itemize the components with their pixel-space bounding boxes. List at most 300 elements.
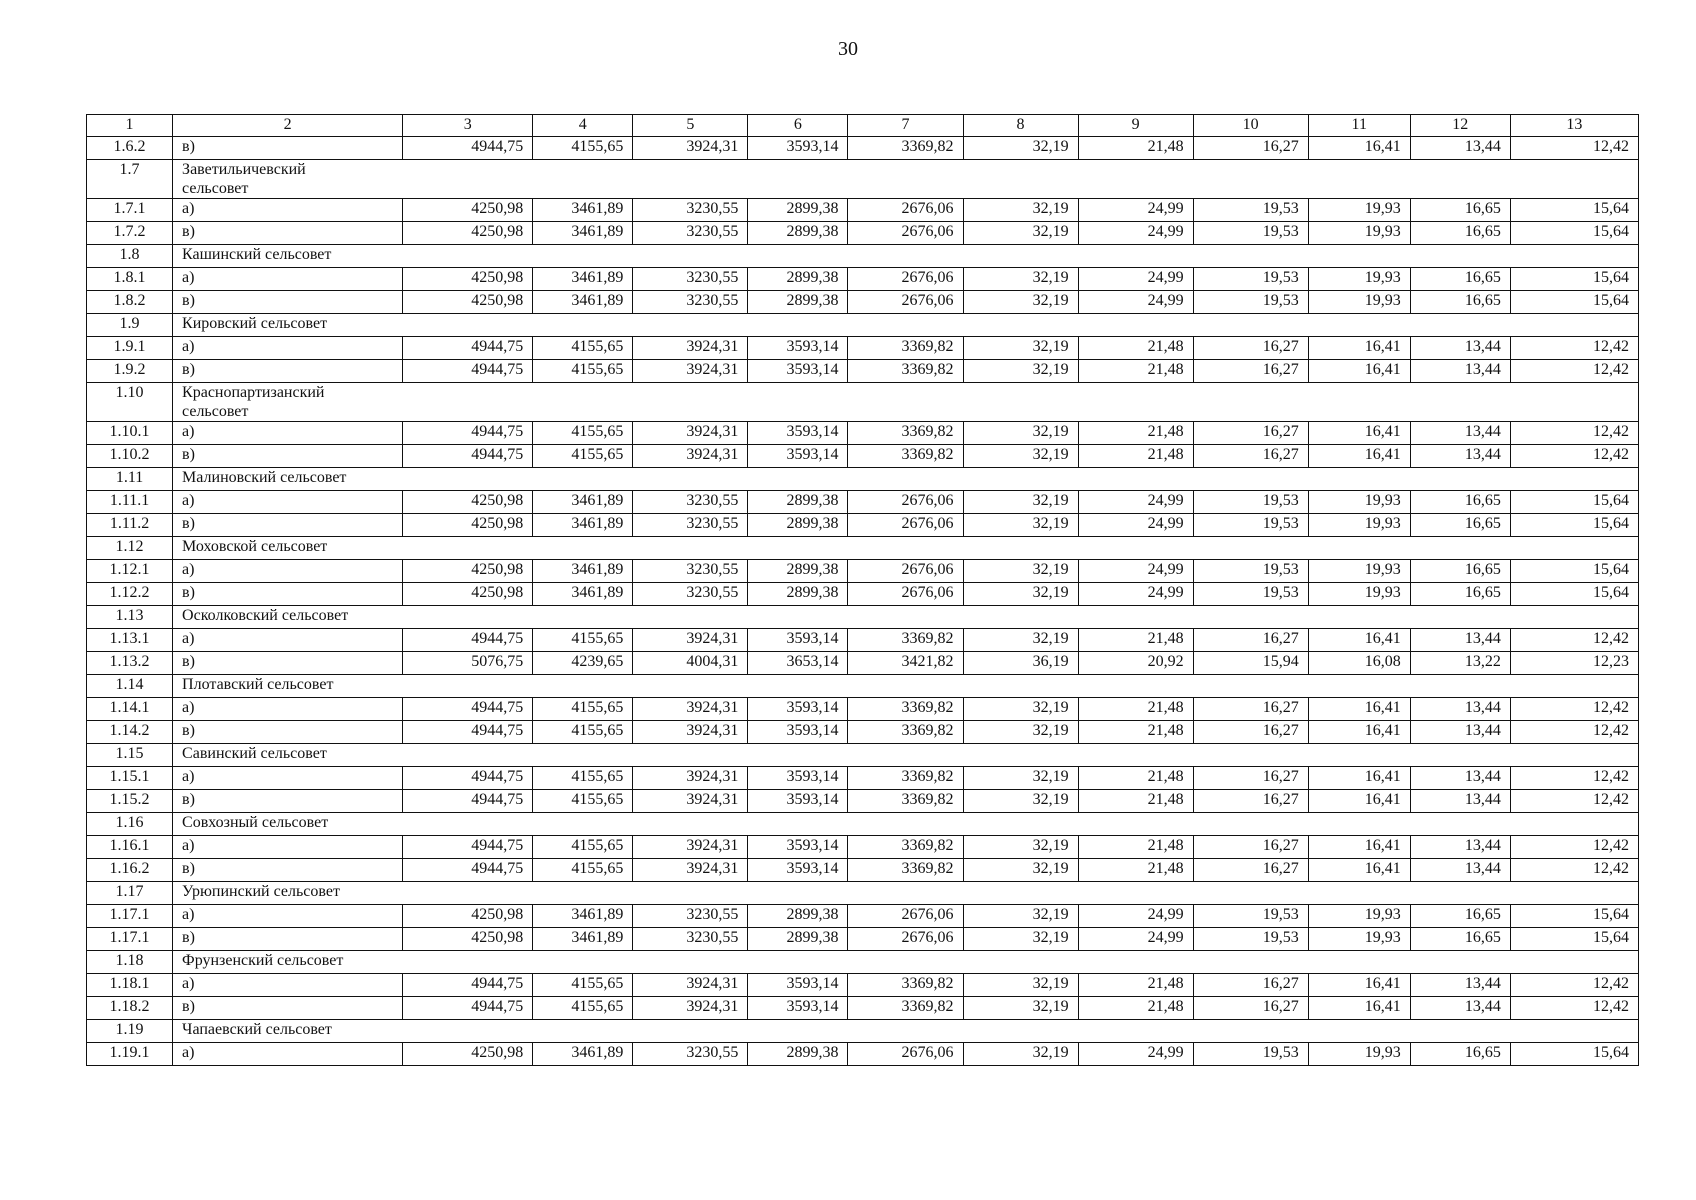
value-cell: 32,19 xyxy=(963,721,1078,744)
value-cell: 4944,75 xyxy=(403,997,533,1020)
value-cell: 16,27 xyxy=(1193,974,1308,997)
value-cell: 3461,89 xyxy=(533,583,633,606)
value-cell: 4250,98 xyxy=(403,905,533,928)
row-label: в) xyxy=(173,360,403,383)
value-cell: 12,42 xyxy=(1510,698,1638,721)
value-cell: 4155,65 xyxy=(533,698,633,721)
value-cell: 3593,14 xyxy=(748,997,848,1020)
value-cell: 3924,31 xyxy=(633,721,748,744)
value-cell: 16,27 xyxy=(1193,721,1308,744)
row-number: 1.18.1 xyxy=(87,974,173,997)
table-row xyxy=(87,514,1639,537)
value-cell: 16,27 xyxy=(1193,445,1308,468)
settlement-name-text: Заветильичевский сельсовет xyxy=(182,161,306,197)
row-number: 1.17 xyxy=(87,882,173,905)
row-label: в) xyxy=(173,222,403,245)
value-cell: 3369,82 xyxy=(848,445,963,468)
value-cell: 12,42 xyxy=(1510,445,1638,468)
value-cell: 16,41 xyxy=(1308,337,1410,360)
settlement-group-row xyxy=(87,813,1639,836)
value-cell: 16,65 xyxy=(1410,905,1510,928)
settlement-name xyxy=(173,245,1639,268)
value-cell: 21,48 xyxy=(1078,767,1193,790)
value-cell: 4155,65 xyxy=(533,721,633,744)
column-header: 7 xyxy=(848,115,963,137)
row-number: 1.19.1 xyxy=(87,1043,173,1066)
row-label: в) xyxy=(173,928,403,951)
value-cell: 19,53 xyxy=(1193,491,1308,514)
value-cell: 3230,55 xyxy=(633,268,748,291)
value-cell: 3369,82 xyxy=(848,422,963,445)
value-cell: 19,53 xyxy=(1193,268,1308,291)
table-row xyxy=(87,583,1639,606)
settlement-group-row xyxy=(87,675,1639,698)
column-header: 5 xyxy=(633,115,748,137)
column-header: 3 xyxy=(403,115,533,137)
value-cell: 13,44 xyxy=(1410,445,1510,468)
table-row xyxy=(87,222,1639,245)
value-cell: 3924,31 xyxy=(633,997,748,1020)
value-cell: 3924,31 xyxy=(633,767,748,790)
value-cell: 4155,65 xyxy=(533,337,633,360)
value-cell: 13,44 xyxy=(1410,836,1510,859)
value-cell: 21,48 xyxy=(1078,974,1193,997)
value-cell: 3461,89 xyxy=(533,514,633,537)
value-cell: 4155,65 xyxy=(533,836,633,859)
value-cell: 16,27 xyxy=(1193,422,1308,445)
value-cell: 3369,82 xyxy=(848,629,963,652)
value-cell: 3593,14 xyxy=(748,836,848,859)
value-cell: 3593,14 xyxy=(748,721,848,744)
row-number: 1.11 xyxy=(87,468,173,491)
settlement-name-text: Моховской сельсовет xyxy=(182,538,328,555)
value-cell: 4944,75 xyxy=(403,629,533,652)
value-cell: 15,64 xyxy=(1510,928,1638,951)
row-number: 1.8.2 xyxy=(87,291,173,314)
value-cell: 12,42 xyxy=(1510,629,1638,652)
value-cell: 32,19 xyxy=(963,291,1078,314)
value-cell: 13,44 xyxy=(1410,974,1510,997)
table-row xyxy=(87,137,1639,160)
value-cell: 19,53 xyxy=(1193,222,1308,245)
value-cell: 4155,65 xyxy=(533,859,633,882)
value-cell: 15,64 xyxy=(1510,560,1638,583)
row-label: а) xyxy=(173,268,403,291)
value-cell: 3230,55 xyxy=(633,905,748,928)
table-row xyxy=(87,652,1639,675)
row-number: 1.10 xyxy=(87,383,173,422)
value-cell: 3461,89 xyxy=(533,199,633,222)
value-cell: 3461,89 xyxy=(533,491,633,514)
value-cell: 4250,98 xyxy=(403,560,533,583)
column-header: 2 xyxy=(173,115,403,137)
row-label: а) xyxy=(173,422,403,445)
settlement-group-row xyxy=(87,1020,1639,1043)
settlement-group-row xyxy=(87,245,1639,268)
value-cell: 12,42 xyxy=(1510,721,1638,744)
settlement-name-text: Фрунзенский сельсовет xyxy=(182,952,344,969)
value-cell: 3461,89 xyxy=(533,905,633,928)
settlement-name xyxy=(173,383,1639,422)
value-cell: 4944,75 xyxy=(403,137,533,160)
table-row xyxy=(87,268,1639,291)
table-row xyxy=(87,560,1639,583)
value-cell: 12,42 xyxy=(1510,790,1638,813)
column-header: 6 xyxy=(748,115,848,137)
value-cell: 13,22 xyxy=(1410,652,1510,675)
value-cell: 13,44 xyxy=(1410,360,1510,383)
row-number: 1.14.2 xyxy=(87,721,173,744)
value-cell: 3230,55 xyxy=(633,222,748,245)
value-cell: 3230,55 xyxy=(633,514,748,537)
settlement-name-text: Краснопартизанский сельсовет xyxy=(182,384,325,420)
value-cell: 32,19 xyxy=(963,859,1078,882)
value-cell: 32,19 xyxy=(963,1043,1078,1066)
value-cell: 4250,98 xyxy=(403,1043,533,1066)
row-number: 1.14 xyxy=(87,675,173,698)
value-cell: 20,92 xyxy=(1078,652,1193,675)
row-number: 1.15 xyxy=(87,744,173,767)
value-cell: 4239,65 xyxy=(533,652,633,675)
value-cell: 13,44 xyxy=(1410,629,1510,652)
value-cell: 19,53 xyxy=(1193,560,1308,583)
value-cell: 3593,14 xyxy=(748,137,848,160)
value-cell: 16,65 xyxy=(1410,222,1510,245)
value-cell: 3230,55 xyxy=(633,491,748,514)
value-cell: 2899,38 xyxy=(748,268,848,291)
value-cell: 3230,55 xyxy=(633,199,748,222)
value-cell: 32,19 xyxy=(963,997,1078,1020)
row-number: 1.15.1 xyxy=(87,767,173,790)
value-cell: 21,48 xyxy=(1078,629,1193,652)
value-cell: 32,19 xyxy=(963,199,1078,222)
row-number: 1.7.2 xyxy=(87,222,173,245)
value-cell: 4155,65 xyxy=(533,629,633,652)
settlement-name xyxy=(173,1020,1639,1043)
value-cell: 3461,89 xyxy=(533,1043,633,1066)
value-cell: 4944,75 xyxy=(403,836,533,859)
value-cell: 3593,14 xyxy=(748,974,848,997)
row-label: в) xyxy=(173,652,403,675)
value-cell: 19,93 xyxy=(1308,1043,1410,1066)
row-label: в) xyxy=(173,859,403,882)
value-cell: 3924,31 xyxy=(633,445,748,468)
value-cell: 16,41 xyxy=(1308,997,1410,1020)
value-cell: 32,19 xyxy=(963,445,1078,468)
column-header: 10 xyxy=(1193,115,1308,137)
value-cell: 21,48 xyxy=(1078,836,1193,859)
row-number: 1.9.1 xyxy=(87,337,173,360)
value-cell: 12,23 xyxy=(1510,652,1638,675)
value-cell: 4004,31 xyxy=(633,652,748,675)
value-cell: 4944,75 xyxy=(403,721,533,744)
value-cell: 4250,98 xyxy=(403,268,533,291)
row-label: а) xyxy=(173,905,403,928)
value-cell: 19,53 xyxy=(1193,583,1308,606)
value-cell: 32,19 xyxy=(963,790,1078,813)
row-label: в) xyxy=(173,583,403,606)
value-cell: 19,53 xyxy=(1193,905,1308,928)
value-cell: 13,44 xyxy=(1410,767,1510,790)
value-cell: 4155,65 xyxy=(533,790,633,813)
row-label: а) xyxy=(173,199,403,222)
value-cell: 15,64 xyxy=(1510,905,1638,928)
value-cell: 4944,75 xyxy=(403,445,533,468)
value-cell: 3369,82 xyxy=(848,974,963,997)
value-cell: 3593,14 xyxy=(748,767,848,790)
row-label: а) xyxy=(173,767,403,790)
row-number: 1.13.1 xyxy=(87,629,173,652)
value-cell: 15,64 xyxy=(1510,291,1638,314)
row-label: а) xyxy=(173,1043,403,1066)
table-row xyxy=(87,767,1639,790)
value-cell: 3369,82 xyxy=(848,337,963,360)
value-cell: 3924,31 xyxy=(633,859,748,882)
value-cell: 3369,82 xyxy=(848,767,963,790)
value-cell: 3593,14 xyxy=(748,445,848,468)
value-cell: 3230,55 xyxy=(633,560,748,583)
settlement-name-text: Малиновский сельсовет xyxy=(182,469,347,486)
value-cell: 16,27 xyxy=(1193,790,1308,813)
value-cell: 3230,55 xyxy=(633,928,748,951)
table-row xyxy=(87,491,1639,514)
table-body xyxy=(87,115,1639,1066)
column-header: 12 xyxy=(1410,115,1510,137)
page-number: 30 xyxy=(838,38,858,60)
value-cell: 3369,82 xyxy=(848,859,963,882)
value-cell: 19,93 xyxy=(1308,560,1410,583)
value-cell: 4944,75 xyxy=(403,767,533,790)
value-cell: 24,99 xyxy=(1078,291,1193,314)
value-cell: 3369,82 xyxy=(848,137,963,160)
tariff-table xyxy=(86,114,1639,1066)
value-cell: 19,53 xyxy=(1193,199,1308,222)
value-cell: 24,99 xyxy=(1078,583,1193,606)
value-cell: 4250,98 xyxy=(403,222,533,245)
row-number: 1.18 xyxy=(87,951,173,974)
row-label: в) xyxy=(173,721,403,744)
value-cell: 3369,82 xyxy=(848,997,963,1020)
value-cell: 3924,31 xyxy=(633,337,748,360)
table-row xyxy=(87,1043,1639,1066)
value-cell: 15,64 xyxy=(1510,1043,1638,1066)
value-cell: 4944,75 xyxy=(403,360,533,383)
value-cell: 16,27 xyxy=(1193,698,1308,721)
settlement-group-row xyxy=(87,160,1639,199)
value-cell: 21,48 xyxy=(1078,997,1193,1020)
value-cell: 16,27 xyxy=(1193,360,1308,383)
value-cell: 16,65 xyxy=(1410,199,1510,222)
row-number: 1.15.2 xyxy=(87,790,173,813)
value-cell: 4155,65 xyxy=(533,974,633,997)
value-cell: 19,93 xyxy=(1308,222,1410,245)
settlement-group-row xyxy=(87,744,1639,767)
row-label: в) xyxy=(173,137,403,160)
table-row xyxy=(87,974,1639,997)
column-header: 1 xyxy=(87,115,173,137)
value-cell: 32,19 xyxy=(963,560,1078,583)
value-cell: 32,19 xyxy=(963,491,1078,514)
value-cell: 15,64 xyxy=(1510,491,1638,514)
settlement-group-row xyxy=(87,383,1639,422)
value-cell: 12,42 xyxy=(1510,997,1638,1020)
value-cell: 16,65 xyxy=(1410,514,1510,537)
value-cell: 3230,55 xyxy=(633,1043,748,1066)
value-cell: 16,27 xyxy=(1193,337,1308,360)
value-cell: 16,65 xyxy=(1410,560,1510,583)
row-number: 1.8 xyxy=(87,245,173,268)
value-cell: 19,53 xyxy=(1193,514,1308,537)
value-cell: 2676,06 xyxy=(848,560,963,583)
value-cell: 2676,06 xyxy=(848,514,963,537)
value-cell: 24,99 xyxy=(1078,560,1193,583)
table-row xyxy=(87,698,1639,721)
value-cell: 32,19 xyxy=(963,337,1078,360)
value-cell: 3369,82 xyxy=(848,836,963,859)
value-cell: 3461,89 xyxy=(533,222,633,245)
row-number: 1.13 xyxy=(87,606,173,629)
settlement-group-row xyxy=(87,606,1639,629)
value-cell: 3421,82 xyxy=(848,652,963,675)
value-cell: 32,19 xyxy=(963,698,1078,721)
column-header: 9 xyxy=(1078,115,1193,137)
settlement-name xyxy=(173,314,1639,337)
value-cell: 16,41 xyxy=(1308,790,1410,813)
value-cell: 4944,75 xyxy=(403,698,533,721)
value-cell: 16,41 xyxy=(1308,360,1410,383)
row-label: а) xyxy=(173,836,403,859)
row-label: а) xyxy=(173,560,403,583)
value-cell: 32,19 xyxy=(963,137,1078,160)
table-row xyxy=(87,997,1639,1020)
value-cell: 3924,31 xyxy=(633,629,748,652)
value-cell: 12,42 xyxy=(1510,836,1638,859)
settlement-name xyxy=(173,606,1639,629)
value-cell: 19,93 xyxy=(1308,291,1410,314)
table-row xyxy=(87,790,1639,813)
value-cell: 13,44 xyxy=(1410,997,1510,1020)
row-label: в) xyxy=(173,445,403,468)
table-row xyxy=(87,859,1639,882)
value-cell: 3924,31 xyxy=(633,360,748,383)
value-cell: 15,94 xyxy=(1193,652,1308,675)
value-cell: 16,27 xyxy=(1193,137,1308,160)
value-cell: 4250,98 xyxy=(403,291,533,314)
value-cell: 13,44 xyxy=(1410,698,1510,721)
row-number: 1.16.2 xyxy=(87,859,173,882)
value-cell: 16,41 xyxy=(1308,859,1410,882)
value-cell: 3230,55 xyxy=(633,291,748,314)
settlement-name xyxy=(173,160,1639,199)
value-cell: 16,27 xyxy=(1193,629,1308,652)
value-cell: 3593,14 xyxy=(748,629,848,652)
row-number: 1.9 xyxy=(87,314,173,337)
value-cell: 21,48 xyxy=(1078,698,1193,721)
value-cell: 2899,38 xyxy=(748,291,848,314)
value-cell: 16,27 xyxy=(1193,767,1308,790)
value-cell: 16,65 xyxy=(1410,491,1510,514)
settlement-name xyxy=(173,537,1639,560)
row-number: 1.16.1 xyxy=(87,836,173,859)
value-cell: 19,53 xyxy=(1193,1043,1308,1066)
row-label: в) xyxy=(173,291,403,314)
row-number: 1.12.2 xyxy=(87,583,173,606)
value-cell: 3369,82 xyxy=(848,721,963,744)
value-cell: 4250,98 xyxy=(403,199,533,222)
value-cell: 3593,14 xyxy=(748,337,848,360)
value-cell: 16,41 xyxy=(1308,767,1410,790)
value-cell: 16,41 xyxy=(1308,422,1410,445)
value-cell: 16,41 xyxy=(1308,836,1410,859)
value-cell: 24,99 xyxy=(1078,905,1193,928)
row-number: 1.13.2 xyxy=(87,652,173,675)
value-cell: 15,64 xyxy=(1510,222,1638,245)
settlement-name-text: Плотавский сельсовет xyxy=(182,676,334,693)
value-cell: 3369,82 xyxy=(848,790,963,813)
value-cell: 19,93 xyxy=(1308,199,1410,222)
value-cell: 3593,14 xyxy=(748,360,848,383)
value-cell: 4250,98 xyxy=(403,928,533,951)
value-cell: 3653,14 xyxy=(748,652,848,675)
value-cell: 16,41 xyxy=(1308,445,1410,468)
row-label: в) xyxy=(173,514,403,537)
value-cell: 15,64 xyxy=(1510,199,1638,222)
value-cell: 36,19 xyxy=(963,652,1078,675)
value-cell: 2899,38 xyxy=(748,928,848,951)
value-cell: 4155,65 xyxy=(533,997,633,1020)
value-cell: 13,44 xyxy=(1410,137,1510,160)
value-cell: 4944,75 xyxy=(403,790,533,813)
value-cell: 3593,14 xyxy=(748,859,848,882)
value-cell: 24,99 xyxy=(1078,199,1193,222)
column-header: 8 xyxy=(963,115,1078,137)
value-cell: 12,42 xyxy=(1510,422,1638,445)
value-cell: 4155,65 xyxy=(533,767,633,790)
value-cell: 16,08 xyxy=(1308,652,1410,675)
column-header: 13 xyxy=(1510,115,1638,137)
column-header: 4 xyxy=(533,115,633,137)
table-row xyxy=(87,291,1639,314)
value-cell: 3369,82 xyxy=(848,698,963,721)
value-cell: 24,99 xyxy=(1078,514,1193,537)
value-cell: 32,19 xyxy=(963,268,1078,291)
value-cell: 21,48 xyxy=(1078,790,1193,813)
value-cell: 24,99 xyxy=(1078,928,1193,951)
value-cell: 2899,38 xyxy=(748,222,848,245)
settlement-group-row xyxy=(87,882,1639,905)
value-cell: 21,48 xyxy=(1078,137,1193,160)
value-cell: 3924,31 xyxy=(633,698,748,721)
row-number: 1.17.1 xyxy=(87,928,173,951)
row-label: а) xyxy=(173,698,403,721)
settlement-name-text: Кашинский сельсовет xyxy=(182,246,332,263)
value-cell: 2676,06 xyxy=(848,491,963,514)
table-row xyxy=(87,928,1639,951)
value-cell: 12,42 xyxy=(1510,859,1638,882)
value-cell: 2899,38 xyxy=(748,514,848,537)
value-cell: 24,99 xyxy=(1078,491,1193,514)
value-cell: 2676,06 xyxy=(848,268,963,291)
row-label: в) xyxy=(173,997,403,1020)
value-cell: 32,19 xyxy=(963,583,1078,606)
value-cell: 15,64 xyxy=(1510,514,1638,537)
value-cell: 19,93 xyxy=(1308,583,1410,606)
settlement-name xyxy=(173,882,1639,905)
value-cell: 2899,38 xyxy=(748,583,848,606)
value-cell: 19,53 xyxy=(1193,928,1308,951)
value-cell: 13,44 xyxy=(1410,422,1510,445)
value-cell: 2899,38 xyxy=(748,1043,848,1066)
